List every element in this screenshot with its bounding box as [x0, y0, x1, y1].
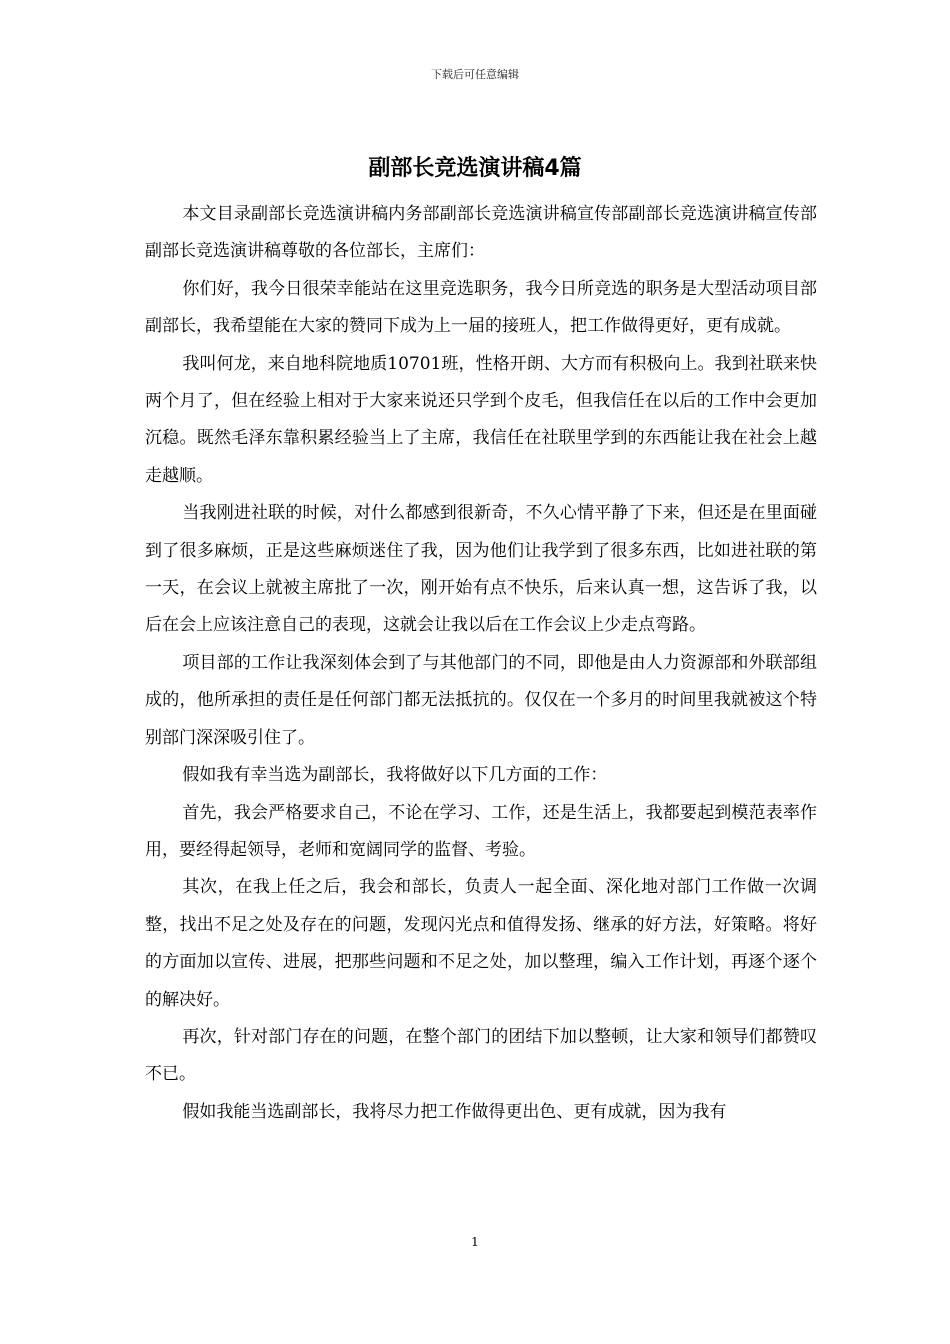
paragraph-plan-intro: 假如我有幸当选为副部长，我将做好以下几方面的工作：	[182, 765, 608, 786]
paragraph-closing: 假如我能当选副部长，我将尽力把工作做得更出色、更有成就，因为我有	[182, 1101, 727, 1122]
paragraph-plan-first: 首先，我会严格要求自己，不论在学习、工作，还是生活上，我都要起到模范表率作用，要经得起领导，老师和宽阔同学的监督、考验。	[145, 802, 817, 860]
paragraph-experience: 当我刚进社联的时候，对什么都感到很新奇，不久心情平静了下来，但还是在里面碰到了很多麻烦，正是这些麻烦迷住了我，因为他们让我学到了很多东西，比如进社联的第一天，在会议上就被主席批了一次，刚开始有点不快乐，后来认真一想，这告诉了我，以后在会上应该注意自己的表现，这就会让我以后在工作会议上少走点弯路。	[145, 503, 817, 636]
paragraph-plan-third: 再次，针对部门存在的问题，在整个部门的团结下加以整顿，让大家和领导们都赞叹不已。	[145, 1026, 817, 1085]
document-title: 副部长竞选演讲稿4篇	[368, 156, 582, 181]
paragraph-toc-greeting: 本文目录副部长竞选演讲稿内务部副部长竞选演讲稿宣传部副部长竞选演讲稿宣传部副部长竞选演讲稿尊敬的各位部长，主席们：	[145, 204, 817, 262]
document-body	[145, 196, 817, 1131]
paragraph-self-intro: 我叫何龙，来自地科院地质10701班，性格开朗、大方而有积极向上。我到社联来快两个月了，但在经验上相对于大家来说还只学到个皮毛，但我信任在以后的工作中会更加沉稳。既然毛泽东靠积累经验当上了主席，我信任在社联里学到的东西能让我在社会上越走越顺。	[145, 353, 817, 486]
page-header: 下载后可任意编辑	[431, 68, 519, 81]
paragraph-opening: 你们好，我今日很荣幸能站在这里竞选职务，我今日所竞选的职务是大型活动项目部副部长，我希望能在大家的赞同下成为上一届的接班人，把工作做得更好，更有成就。	[145, 278, 817, 337]
paragraph-department: 项目部的工作让我深刻体会到了与其他部门的不同，即他是由人力资源部和外联部组成的，他所承担的责任是任何部门都无法抵抗的。仅仅在一个多月的时间里我就被这个特别部门深深吸引住了。	[145, 652, 817, 748]
page-number: 1	[471, 1235, 479, 1249]
paragraph-plan-second: 其次，在我上任之后，我会和部长，负责人一起全面、深化地对部门工作做一次调整，找出不足之处及存在的问题，发现闪光点和值得发扬、继承的好方法，好策略。将好的方面加以宣传、进展，把那些问题和不足之处，加以整理，编入工作计划，再逐个逐个的解决好。	[145, 877, 817, 1010]
